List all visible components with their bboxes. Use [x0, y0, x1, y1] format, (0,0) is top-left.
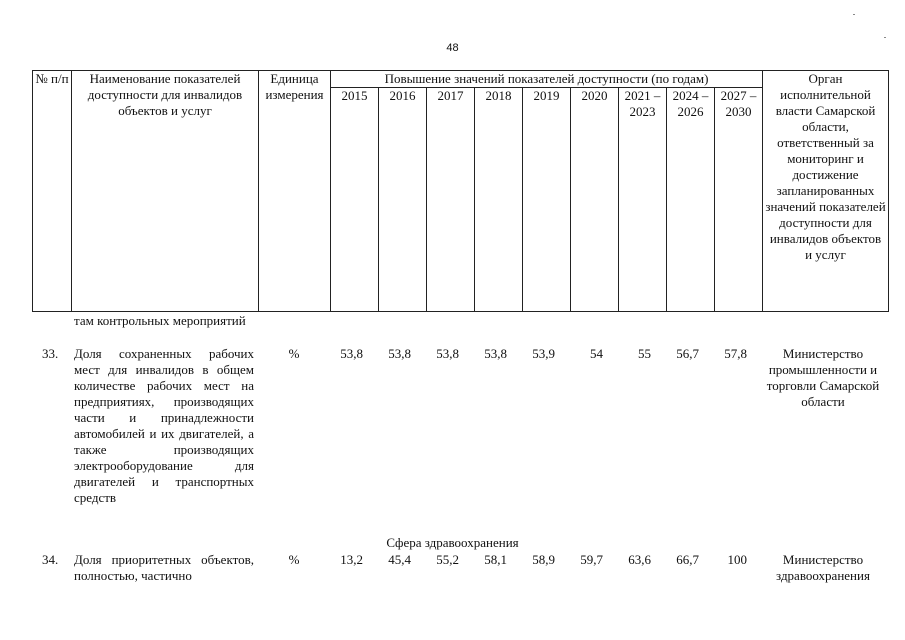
- scan-speck: [884, 37, 886, 38]
- value-cell: 55,2: [436, 552, 459, 567]
- section-title: Сфера здравоохранения: [386, 535, 519, 550]
- value-cell: 54: [590, 346, 603, 361]
- value-cell: 100: [727, 552, 747, 567]
- header-year: 2017: [427, 88, 475, 312]
- header-table: [32, 70, 889, 312]
- header-year: 2018: [475, 88, 523, 312]
- header-name: Наименование показателей доступности для инвалидов объектов и услуг: [72, 71, 259, 312]
- value-cell: 58,1: [484, 552, 507, 567]
- value-cell: 55: [638, 346, 651, 361]
- header-increase: Повышение значений показателей доступности (по годам): [331, 71, 763, 88]
- page-number: 48: [446, 42, 459, 54]
- header-year: 2021 – 2023: [619, 88, 667, 312]
- header-year: 2015: [331, 88, 379, 312]
- continuation-text: там контрольных мероприятий: [74, 313, 246, 328]
- header-year: 2020: [571, 88, 619, 312]
- indicator-name: Доля приоритетных объектов, полностью, частично: [74, 552, 254, 583]
- value-cell: 63,6: [628, 552, 651, 567]
- value-cell: 45,4: [388, 552, 411, 567]
- scan-speck: [853, 14, 855, 15]
- header-year: 2019: [523, 88, 571, 312]
- header-unit: Единица измерения: [259, 71, 331, 312]
- value-cell: 58,9: [532, 552, 555, 567]
- row-number: 33.: [42, 346, 59, 361]
- unit: %: [288, 346, 300, 361]
- value-cell: 53,8: [388, 346, 411, 361]
- value-cell: 66,7: [676, 552, 699, 567]
- value-cell: 53,8: [340, 346, 363, 361]
- responsible-body: Министерство промышленности и торговли Самарской области: [766, 346, 880, 409]
- value-cell: 59,7: [580, 552, 603, 567]
- value-cell: 53,8: [484, 346, 507, 361]
- value-cell: 13,2: [340, 552, 363, 567]
- header-year: 2027 – 2030: [715, 88, 763, 312]
- unit: %: [288, 552, 300, 567]
- indicator-name: Доля сохраненных рабочих мест для инвалидов в общем количестве рабочих мест на предприятиях, производящих части и принадлежности автомобилей и их двигателей, а также производящих электрооборудование для двигателей и транспортных средств: [74, 346, 254, 505]
- header-year: 2016: [379, 88, 427, 312]
- header-body: Орган исполнительной власти Самарской области, ответственный за мониторинг и достижение запланированных значений показателей доступности для инвалидов объектов и услуг: [763, 71, 889, 312]
- header-year: 2024 – 2026: [667, 88, 715, 312]
- value-cell: 53,9: [532, 346, 555, 361]
- responsible-body: Министерство здравоохранения: [776, 552, 870, 583]
- value-cell: 56,7: [676, 346, 699, 361]
- row-number: 34.: [42, 552, 59, 567]
- header-no: № п/п: [33, 71, 72, 312]
- value-cell: 53,8: [436, 346, 459, 361]
- value-cell: 57,8: [724, 346, 747, 361]
